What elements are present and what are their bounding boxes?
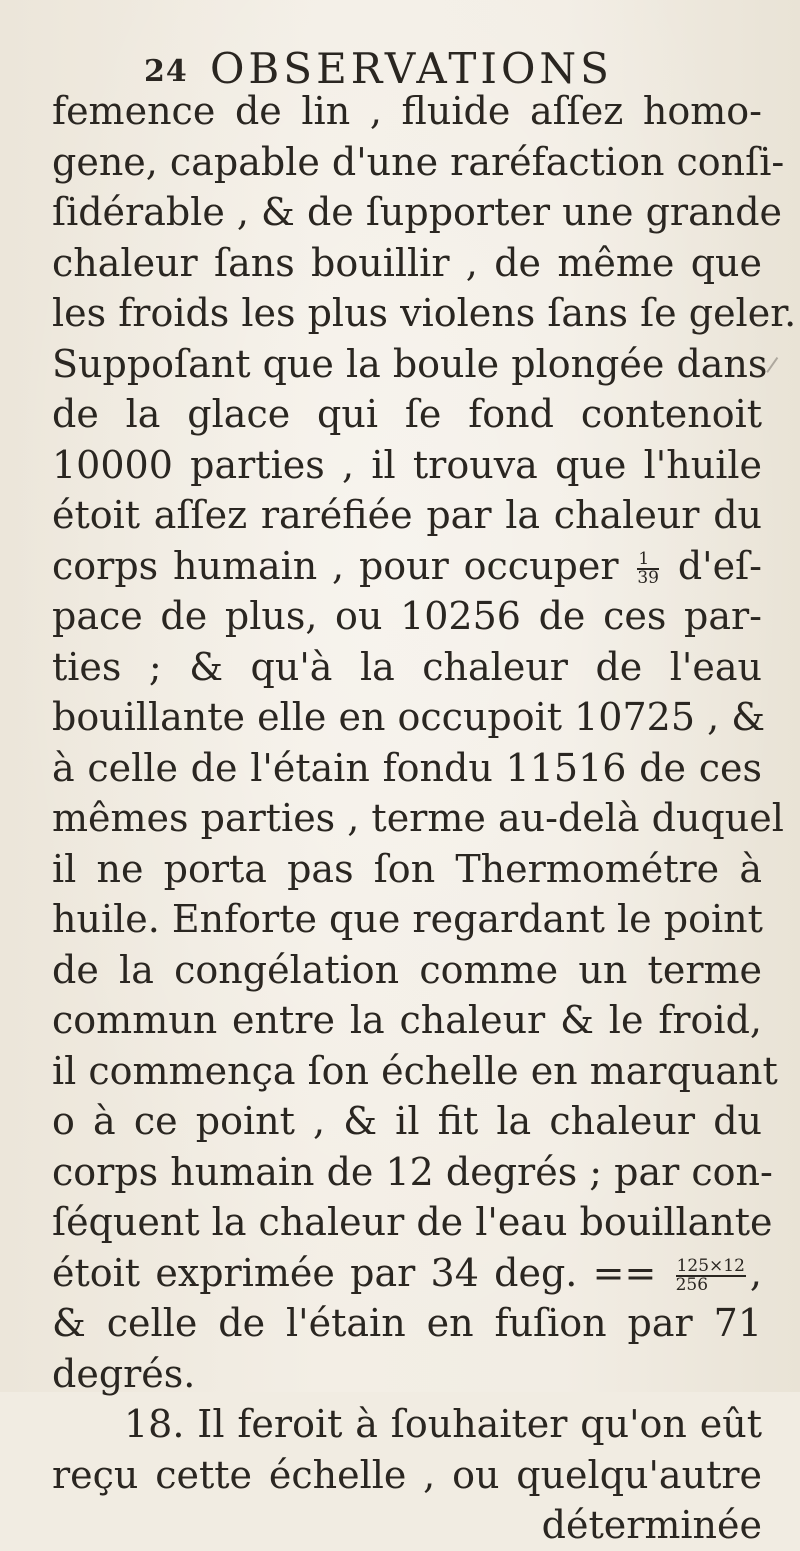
text-line: étoit aſſez raréfiée par la chaleur du	[52, 493, 762, 537]
text-line	[52, 1248, 762, 1299]
fraction-denominator: 256	[675, 1275, 709, 1295]
text-line: degrés.	[52, 1351, 196, 1396]
text-line: ſidérable , & de ſupporter une grande	[52, 190, 783, 234]
text-line: gene, capable d'une raréfaction conſi-	[52, 139, 785, 184]
catchword: déterminée	[541, 1503, 762, 1547]
text-line: o à ce point , & il fit la chaleur du	[52, 1099, 762, 1143]
text-fragment: ,	[749, 1250, 762, 1295]
text-fragment: corps humain , pour occuper	[52, 543, 619, 588]
fraction-numerator: 125×12	[676, 1256, 745, 1276]
fraction-denominator: 39	[637, 568, 659, 588]
text-line: huile. Enforte que regardant le point	[52, 897, 763, 941]
text-line: il commença ſon échelle en marquant	[52, 1048, 778, 1093]
running-title: OBSERVATIONS	[210, 44, 613, 93]
text-line: il ne porta pas ſon Thermométre à	[52, 846, 762, 891]
body-text	[52, 86, 797, 1551]
text-fragment: étoit exprimée par 34 deg. ==	[52, 1250, 657, 1295]
text-line: mêmes parties , terme au-delà duquel	[52, 796, 784, 840]
text-line: bouillante elle en occupoit 10725 , &	[52, 695, 766, 739]
text-line: de la congélation comme un terme	[52, 947, 762, 992]
fraction-one-thirty-ninth	[637, 551, 659, 587]
page-number: 24	[144, 54, 188, 89]
text-line: de la glace qui ſe fond contenoit	[52, 392, 762, 436]
text-line: corps humain de 12 degrés ; par con-	[52, 1149, 773, 1194]
fraction-expression	[676, 1258, 746, 1294]
text-line: chaleur ſans bouillir , de même que	[52, 240, 762, 285]
text-line: Suppoſant que la boule plongée dans	[52, 341, 768, 386]
margin-mark	[766, 357, 789, 381]
text-line: reçu cette échelle , ou quelqu'autre	[52, 1452, 762, 1497]
text-fragment: d'eſ-	[677, 543, 762, 588]
text-line: pace de plus, ou 10256 de ces par-	[52, 594, 762, 638]
text-line: ſéquent la chaleur de l'eau bouillante	[52, 1200, 773, 1244]
text-line	[52, 541, 762, 592]
fraction-numerator: 1	[637, 551, 659, 570]
text-line: commun entre la chaleur & le froid,	[52, 998, 762, 1042]
text-line: les froids les plus violens ſans ſe geler.	[52, 291, 797, 335]
text-line: 18. Il feroit à ſouhaiter qu'on eût	[124, 1402, 762, 1446]
text-line: femence de lin , fluide aſſez homo-	[52, 89, 762, 133]
text-line: 10000 parties , il trouva que l'huile	[52, 442, 762, 487]
text-line: ties ; & qu'à la chaleur de l'eau	[52, 644, 762, 689]
text-line: à celle de l'étain fondu 11516 de ces	[52, 745, 762, 790]
text-line: & celle de l'étain en fuſion par 71	[52, 1301, 762, 1345]
